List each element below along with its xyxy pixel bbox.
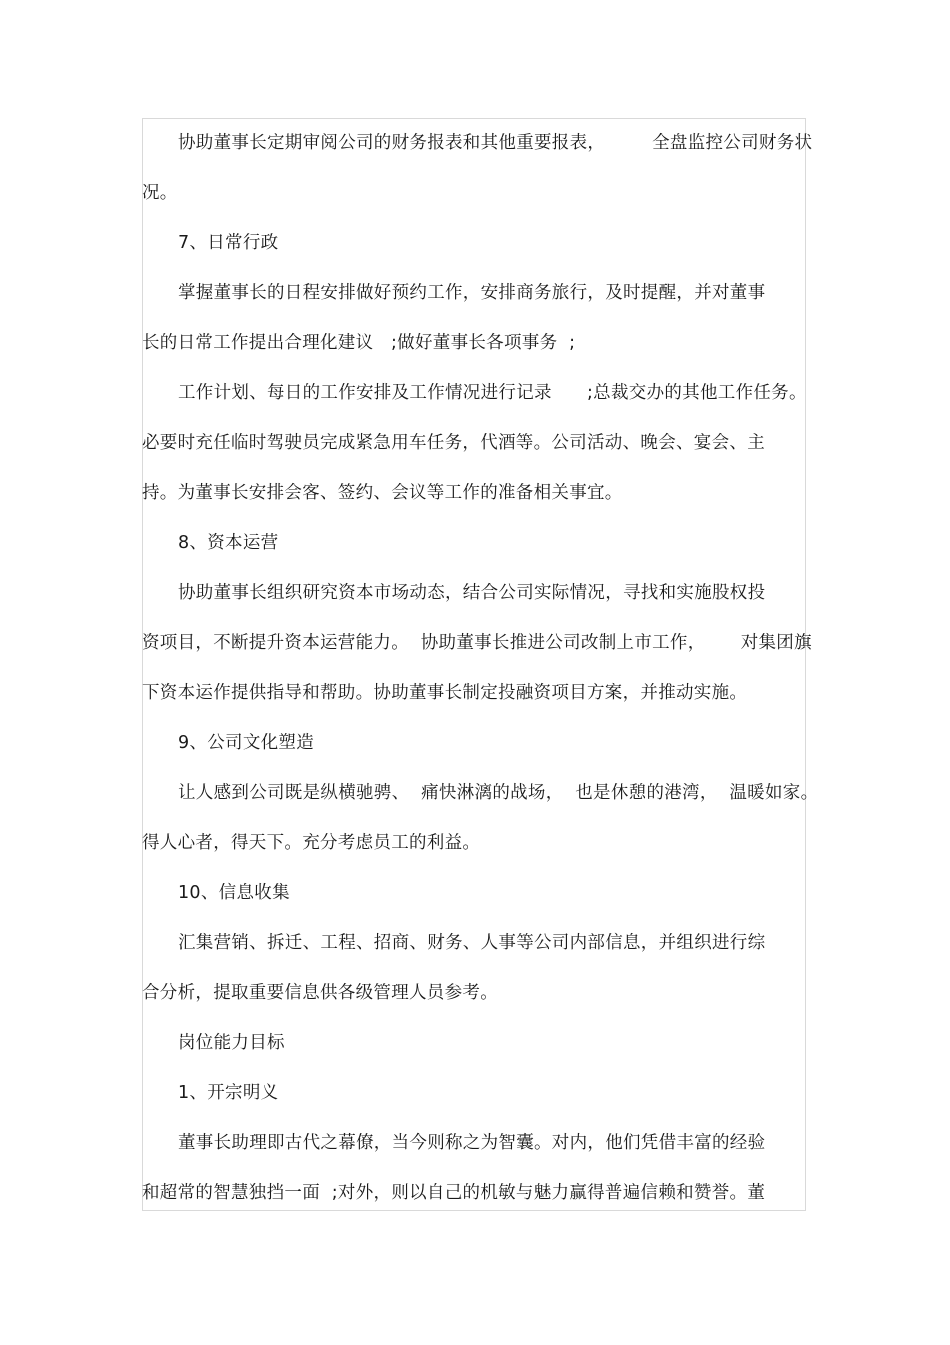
section-heading: 1、开宗明义 <box>178 1083 279 1103</box>
text-line: 长的日常工作提出合理化建议 ;做好董事长各项事务 ; <box>142 333 576 353</box>
text-line: 工作计划、每日的工作安排及工作情况进行记录 ;总裁交办的其他工作任务。 <box>178 383 807 403</box>
section-heading: 10、信息收集 <box>178 883 290 903</box>
section-heading: 9、公司文化塑造 <box>178 733 315 753</box>
text-line: 得人心者，得天下。充分考虑员工的利益。 <box>142 833 481 853</box>
text-line: 资项目，不断提升资本运营能力。 协助董事长推进公司改制上市工作， 对集团旗 <box>142 633 812 653</box>
text-line: 协助董事长组织研究资本市场动态，结合公司实际情况，寻找和实施股权投 <box>178 583 766 603</box>
text-line: 汇集营销、拆迁、工程、招商、财务、人事等公司内部信息，并组织进行综 <box>178 933 766 953</box>
text-line: 董事长助理即古代之幕僚，当今则称之为智囊。对内，他们凭借丰富的经验 <box>178 1133 766 1153</box>
text-line: 下资本运作提供指导和帮助。协助董事长制定投融资项目方案，并推动实施。 <box>142 683 748 703</box>
text-line: 况。 <box>142 183 178 203</box>
section-heading: 岗位能力目标 <box>178 1033 285 1053</box>
text-line: 必要时充任临时驾驶员完成紧急用车任务，代酒等。公司活动、晚会、宴会、主 <box>142 433 765 453</box>
text-line: 协助董事长定期审阅公司的财务报表和其他重要报表， 全盘监控公司财务状 <box>178 133 813 153</box>
text-line: 掌握董事长的日程安排做好预约工作，安排商务旅行，及时提醒，并对董事 <box>178 283 766 303</box>
text-line: 和超常的智慧独挡一面 ;对外，则以自己的机敏与魅力赢得普遍信赖和赞誉。董 <box>142 1183 766 1203</box>
text-line: 合分析，提取重要信息供各级管理人员参考。 <box>142 983 498 1003</box>
text-line: 让人感到公司既是纵横驰骋、 痛快淋漓的战场， 也是休憩的港湾， 温暖如家。 <box>178 783 819 803</box>
section-heading: 7、日常行政 <box>178 233 279 253</box>
section-heading: 8、资本运营 <box>178 533 279 553</box>
text-line: 持。为董事长安排会客、签约、会议等工作的准备相关事宜。 <box>142 483 623 503</box>
